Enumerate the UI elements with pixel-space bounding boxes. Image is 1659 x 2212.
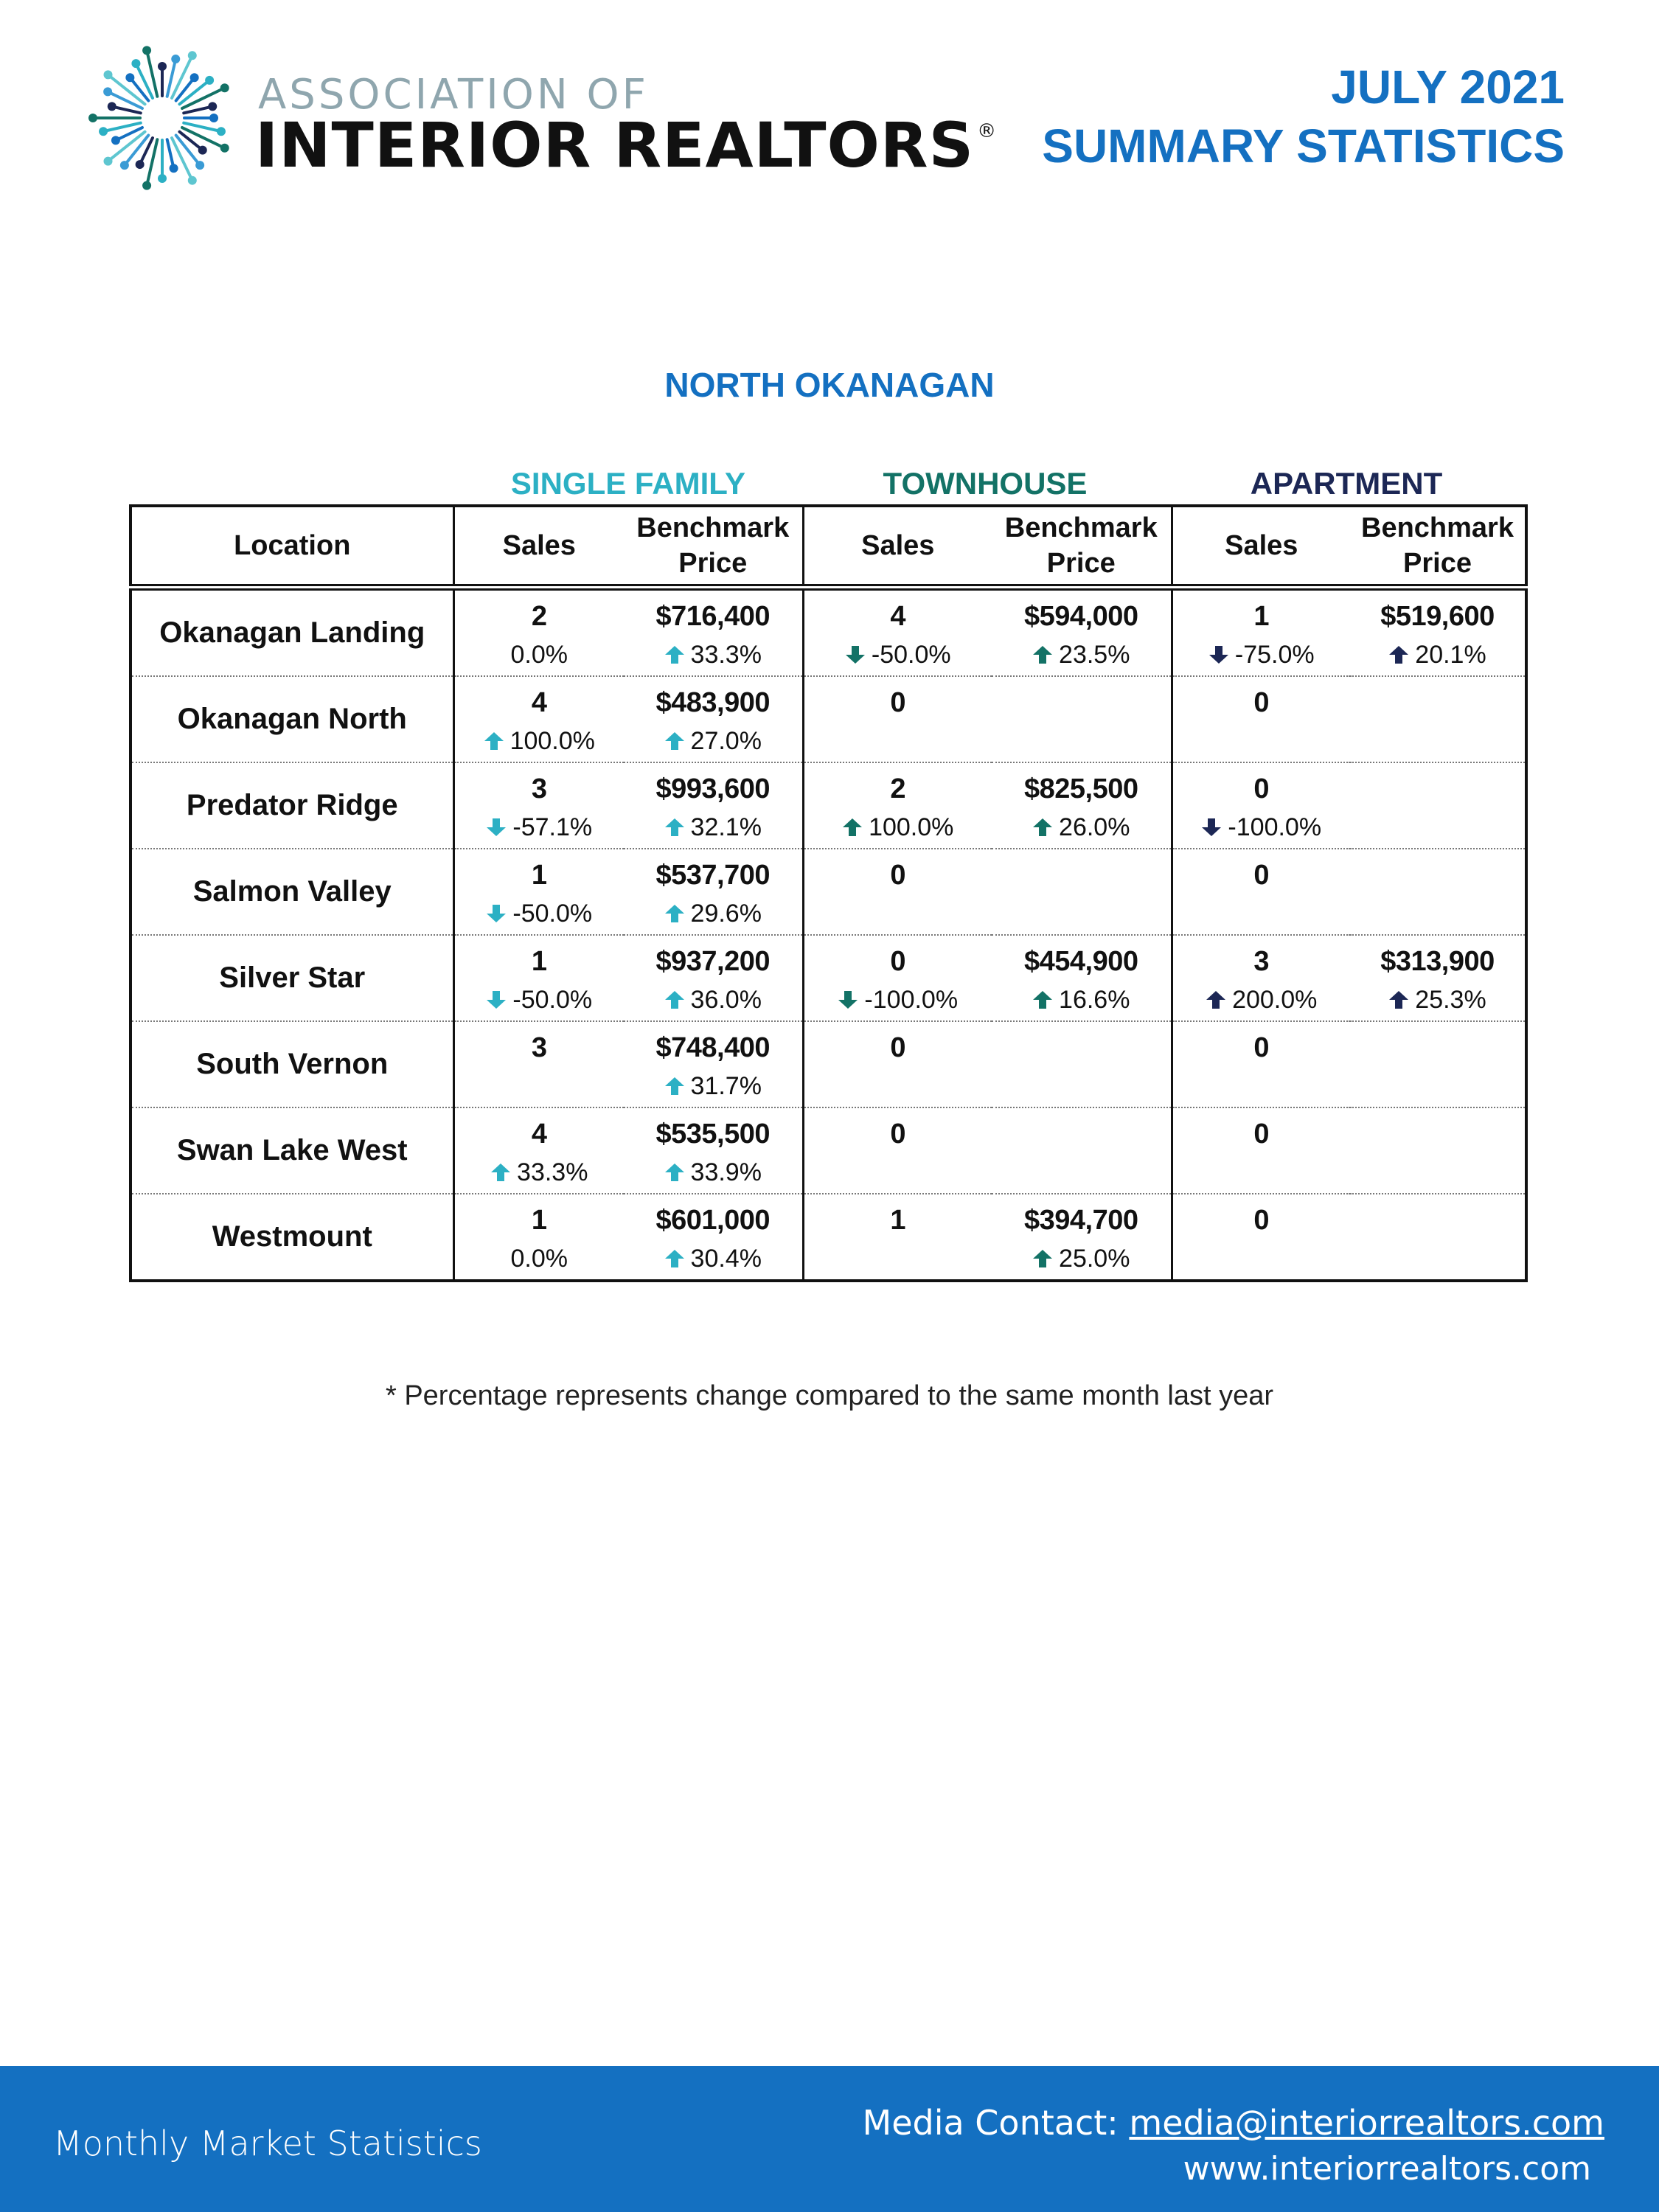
apt-price-cell (1350, 588, 1526, 677)
arrow-down-icon (1201, 818, 1222, 837)
location-name: Swan Lake West (131, 1107, 453, 1194)
sf-price-cell (624, 849, 803, 935)
th-sales-value: 4 (890, 601, 906, 632)
apt-sales-value: 0 (1253, 1119, 1270, 1150)
table-row (131, 1107, 1526, 1194)
table-header-row (131, 506, 1526, 588)
arrow-down-icon (838, 990, 858, 1009)
arrow-down-icon (486, 818, 507, 837)
location-name: Salmon Valley (131, 849, 453, 935)
arrow-up-icon (664, 904, 685, 923)
th-price-cell (992, 1194, 1172, 1281)
arrow-down-icon (486, 904, 507, 923)
apt-price-cell (1350, 676, 1526, 762)
change-percent: 0.0% (510, 641, 568, 669)
th-price-cell (992, 1021, 1172, 1107)
th-sales-cell (803, 1107, 992, 1194)
apt-sales-change (1173, 641, 1351, 669)
th-price-value: $594,000 (1024, 601, 1138, 632)
apt-sales-change (1173, 986, 1351, 1015)
sf-sales-change (455, 1245, 625, 1273)
sf-sales-change (455, 641, 625, 669)
media-contact-label: Media Contact: (862, 2103, 1130, 2143)
table-row (131, 762, 1526, 849)
th-sales-value: 0 (890, 1032, 906, 1063)
change-percent: 16.6% (1059, 986, 1130, 1014)
sf-price-value: $601,000 (655, 1205, 770, 1236)
logo-line-interior-realtors (255, 109, 997, 181)
th-sales-cell (803, 849, 992, 935)
location-name: Okanagan North (131, 676, 453, 762)
arrow-up-icon (664, 1163, 685, 1182)
sf-price-change (624, 727, 802, 756)
brand-logo (88, 44, 1003, 199)
arrow-up-icon (664, 645, 685, 664)
th-sales-value: 2 (890, 773, 906, 804)
th-sales-change (804, 986, 992, 1015)
change-percent: 32.1% (690, 813, 762, 841)
change-percent: 33.9% (690, 1158, 762, 1186)
change-percent: -75.0% (1234, 641, 1315, 669)
apt-sales-value: 0 (1253, 687, 1270, 718)
change-percent: 33.3% (690, 641, 762, 669)
apt-sales-value: 1 (1253, 601, 1270, 632)
report-month: JULY 2021 (1331, 60, 1565, 114)
sf-price-cell (624, 935, 803, 1021)
apt-sales-cell (1172, 849, 1350, 935)
th-sales-value: 0 (890, 946, 906, 977)
apt-price-change (1350, 986, 1525, 1015)
apt-sales-value: 0 (1253, 1032, 1270, 1063)
th-sales-cell (803, 1194, 992, 1281)
region-title: NORTH OKANAGAN (664, 366, 995, 404)
th-sales-value: 0 (890, 860, 906, 891)
location-name: Westmount (131, 1194, 453, 1281)
table-row (131, 935, 1526, 1021)
th-price-cell (992, 676, 1172, 762)
th-price-value: $394,700 (1024, 1205, 1138, 1236)
arrow-down-icon (486, 990, 507, 1009)
arrow-up-icon (1032, 645, 1053, 664)
apt-price-cell (1350, 1021, 1526, 1107)
apt-price-change (1350, 641, 1525, 669)
th-sales-value: 0 (890, 1119, 906, 1150)
sf-price-value: $993,600 (655, 773, 770, 804)
th-price-cell (992, 935, 1172, 1021)
table-row (131, 588, 1526, 677)
sf-price-change (624, 1245, 802, 1273)
sf-sales-value: 2 (531, 601, 547, 632)
sf-price-value: $483,900 (655, 687, 770, 718)
apt-price-cell (1350, 1194, 1526, 1281)
column-header-benchmark-price (992, 506, 1172, 588)
arrow-up-icon (1388, 645, 1409, 664)
change-percent: 25.3% (1415, 986, 1486, 1014)
change-percent: 27.0% (690, 727, 762, 755)
arrow-up-icon (490, 1163, 511, 1182)
th-price-change (992, 813, 1171, 842)
apt-sales-cell (1172, 676, 1350, 762)
change-percent: -50.0% (512, 900, 593, 928)
group-label-townhouse: TOWNHOUSE (883, 466, 1088, 501)
sf-price-change (624, 813, 802, 842)
th-price-cell (992, 849, 1172, 935)
sf-sales-value: 1 (531, 1205, 547, 1236)
arrow-down-icon (845, 645, 866, 664)
arrow-down-icon (1208, 645, 1229, 664)
sf-price-change (624, 641, 802, 669)
th-sales-change (804, 813, 992, 842)
change-percent: 25.0% (1059, 1245, 1130, 1273)
change-percent: 20.1% (1415, 641, 1486, 669)
th-sales-cell (803, 935, 992, 1021)
th-sales-cell (803, 762, 992, 849)
footer-tagline: Monthly Market Statistics (53, 2124, 482, 2163)
apt-sales-value: 0 (1253, 860, 1270, 891)
apt-price-value: $519,600 (1380, 601, 1495, 632)
header-price-line2: Price (1403, 548, 1472, 579)
apt-sales-cell (1172, 1194, 1350, 1281)
group-label-single-family: SINGLE FAMILY (510, 466, 746, 501)
summary-statistics-table (129, 504, 1528, 1282)
arrow-up-icon (484, 731, 504, 751)
sf-sales-cell (453, 588, 624, 677)
sf-price-change (624, 1158, 802, 1187)
arrow-up-icon (1388, 990, 1409, 1009)
sf-price-value: $537,700 (655, 860, 770, 891)
th-price-cell (992, 1107, 1172, 1194)
header-price-line2: Price (1046, 548, 1116, 579)
arrow-up-icon (664, 990, 685, 1009)
group-label-apartment: APARTMENT (1250, 466, 1443, 501)
change-percent: 0.0% (510, 1245, 568, 1273)
th-price-cell (992, 762, 1172, 849)
change-percent: -50.0% (512, 986, 593, 1014)
apt-sales-value: 0 (1253, 1205, 1270, 1236)
sf-price-cell (624, 676, 803, 762)
column-header-sales: Sales (453, 506, 624, 588)
change-percent: 36.0% (690, 986, 762, 1014)
th-price-change (992, 641, 1171, 669)
sf-sales-cell (453, 935, 624, 1021)
change-percent: 29.6% (690, 900, 762, 928)
change-percent: 100.0% (869, 813, 954, 841)
sf-price-value: $535,500 (655, 1119, 770, 1150)
report-title (1042, 58, 1565, 175)
column-header-benchmark-price (624, 506, 803, 588)
apt-sales-change (1173, 813, 1351, 842)
change-percent: 100.0% (509, 727, 595, 755)
sf-sales-cell (453, 1021, 624, 1107)
location-name: South Vernon (131, 1021, 453, 1107)
registered-mark: ® (977, 120, 998, 142)
column-header-sales: Sales (1172, 506, 1350, 588)
table-row (131, 849, 1526, 935)
th-sales-change (804, 641, 992, 669)
arrow-up-icon (664, 1077, 685, 1096)
arrow-up-icon (664, 1249, 685, 1268)
location-name: Silver Star (131, 935, 453, 1021)
sf-sales-change (455, 813, 625, 842)
sf-sales-change (455, 727, 625, 756)
footnote: * Percentage represents change compared to the same month last year (385, 1380, 1273, 1411)
apt-price-value: $313,900 (1380, 946, 1495, 977)
location-name: Predator Ridge (131, 762, 453, 849)
apt-price-cell (1350, 1107, 1526, 1194)
arrow-up-icon (1032, 990, 1053, 1009)
change-percent: 31.7% (690, 1072, 762, 1100)
sf-sales-value: 1 (531, 860, 547, 891)
sf-price-cell (624, 588, 803, 677)
arrow-up-icon (1206, 990, 1226, 1009)
change-percent: 23.5% (1059, 641, 1130, 669)
logo-wordmark: INTERIOR REALTORS (255, 109, 975, 181)
sf-price-value: $716,400 (655, 601, 770, 632)
sf-sales-value: 3 (531, 773, 547, 804)
location-name: Okanagan Landing (131, 588, 453, 677)
table-row (131, 1021, 1526, 1107)
header-price-line1: Benchmark (1361, 512, 1514, 543)
apt-sales-value: 0 (1253, 773, 1270, 804)
th-price-change (992, 1245, 1171, 1273)
sf-sales-cell (453, 1194, 624, 1281)
change-percent: 30.4% (690, 1245, 762, 1273)
th-sales-cell (803, 588, 992, 677)
report-subtitle: SUMMARY STATISTICS (1042, 119, 1565, 173)
sf-price-change (624, 900, 802, 928)
sf-sales-value: 4 (531, 687, 547, 718)
logo-line-association: ASSOCIATION OF (258, 71, 649, 119)
arrow-up-icon (664, 818, 685, 837)
arrow-up-icon (1032, 818, 1053, 837)
sunburst-logo-icon (88, 44, 236, 192)
sf-sales-value: 4 (531, 1119, 547, 1150)
change-percent: 200.0% (1232, 986, 1318, 1014)
sf-sales-change (455, 900, 625, 928)
table-body (131, 588, 1526, 1281)
apt-sales-cell (1172, 588, 1350, 677)
apt-sales-cell (1172, 935, 1350, 1021)
arrow-up-icon (842, 818, 863, 837)
apt-sales-cell (1172, 1107, 1350, 1194)
th-sales-cell (803, 676, 992, 762)
apt-sales-cell (1172, 762, 1350, 849)
sf-sales-cell (453, 849, 624, 935)
th-sales-value: 1 (890, 1205, 906, 1236)
header-price-line1: Benchmark (1004, 512, 1158, 543)
change-percent: -50.0% (871, 641, 951, 669)
sf-price-value: $748,400 (655, 1032, 770, 1063)
th-price-value: $454,900 (1024, 946, 1138, 977)
change-percent: 26.0% (1059, 813, 1130, 841)
sf-price-change (624, 1072, 802, 1101)
change-percent: -100.0% (1228, 813, 1322, 841)
sf-sales-change (455, 986, 625, 1015)
apt-sales-value: 3 (1253, 946, 1270, 977)
table-row (131, 676, 1526, 762)
website-link[interactable]: www.interiorrealtors.com (1183, 2150, 1591, 2188)
media-contact-email-link[interactable]: media@interiorrealtors.com (1129, 2103, 1604, 2143)
change-percent: 33.3% (517, 1158, 588, 1186)
sf-sales-cell (453, 676, 624, 762)
apt-price-cell (1350, 849, 1526, 935)
change-percent: -100.0% (864, 986, 959, 1014)
sf-price-cell (624, 1021, 803, 1107)
apt-price-cell (1350, 935, 1526, 1021)
header-price-line2: Price (678, 548, 748, 579)
sf-sales-value: 1 (531, 946, 547, 977)
sf-sales-cell (453, 762, 624, 849)
sf-sales-cell (453, 1107, 624, 1194)
arrow-up-icon (664, 731, 685, 751)
sf-price-cell (624, 762, 803, 849)
sf-price-value: $937,200 (655, 946, 770, 977)
apt-sales-cell (1172, 1021, 1350, 1107)
sf-price-change (624, 986, 802, 1015)
footer-bar (0, 2066, 1659, 2212)
sf-price-cell (624, 1194, 803, 1281)
sf-sales-value: 3 (531, 1032, 547, 1063)
th-price-cell (992, 588, 1172, 677)
th-sales-value: 0 (890, 687, 906, 718)
column-header-sales: Sales (803, 506, 992, 588)
th-sales-cell (803, 1021, 992, 1107)
column-header-benchmark-price (1350, 506, 1526, 588)
header-price-line1: Benchmark (636, 512, 790, 543)
media-contact (863, 2103, 1604, 2143)
sf-price-cell (624, 1107, 803, 1194)
change-percent: -57.1% (512, 813, 593, 841)
arrow-up-icon (1032, 1249, 1053, 1268)
th-price-value: $825,500 (1024, 773, 1138, 804)
sf-sales-change (455, 1158, 625, 1187)
column-header-location: Location (131, 506, 453, 588)
table-row (131, 1194, 1526, 1281)
th-price-change (992, 986, 1171, 1015)
apt-price-cell (1350, 762, 1526, 849)
